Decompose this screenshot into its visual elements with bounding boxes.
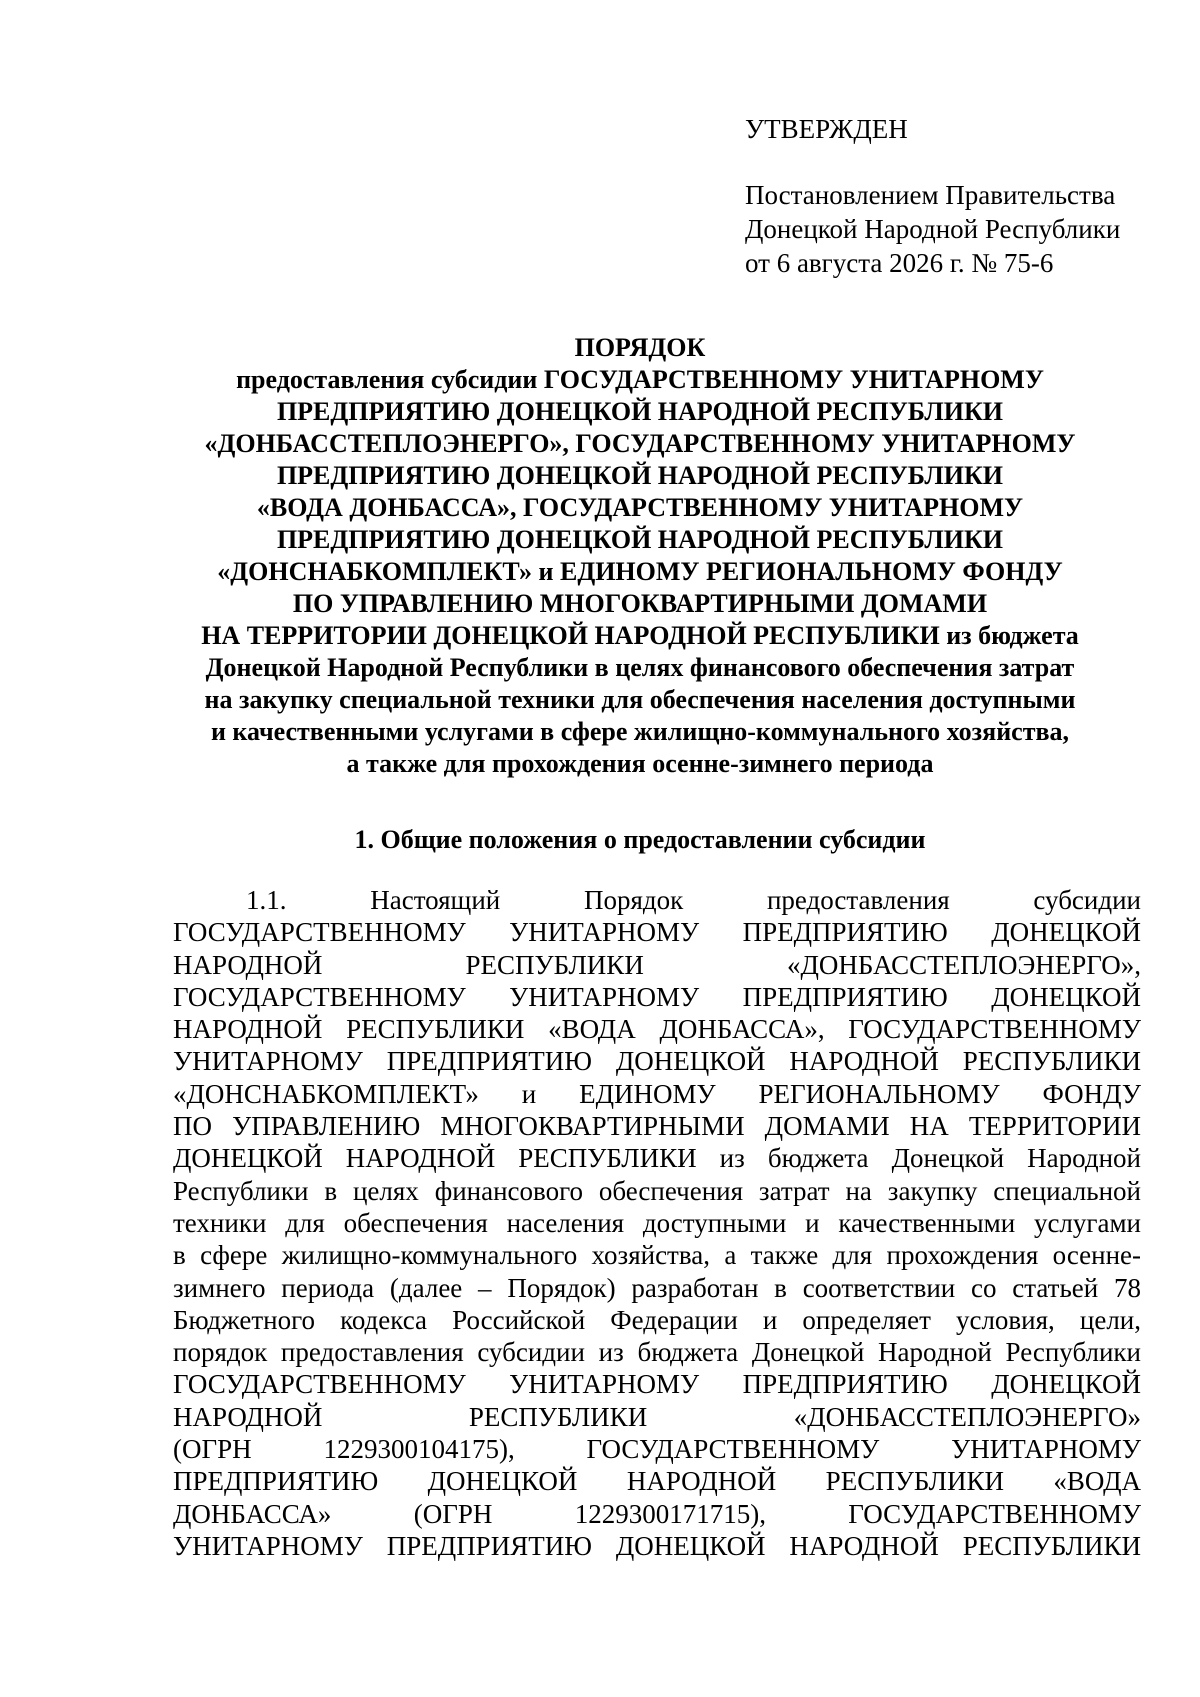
title-line: «ВОДА ДОНБАССА», ГОСУДАРСТВЕННОМУ УНИТАРНОМУ <box>256 493 1024 522</box>
paragraph-line: НАРОДНОЙ РЕСПУБЛИКИ «ВОДА ДОНБАССА», ГОСУДАРСТВЕННОМУ <box>173 1014 1141 1045</box>
title-main: ПОРЯДОК <box>574 333 706 362</box>
paragraph-line: ДОНЕЦКОЙ НАРОДНОЙ РЕСПУБЛИКИ из бюджета Донецкой Народной <box>173 1143 1141 1174</box>
paragraph-line: ПРЕДПРИЯТИЮ ДОНЕЦКОЙ НАРОДНОЙ РЕСПУБЛИКИ «ВОДА <box>173 1466 1141 1497</box>
paragraph-line: в сфере жилищно-коммунального хозяйства, а также для прохождения осенне- <box>173 1240 1141 1271</box>
paragraph-line: НАРОДНОЙ РЕСПУБЛИКИ «ДОНБАССТЕПЛОЭНЕРГО» <box>173 1401 1141 1432</box>
paragraph-line: техники для обеспечения населения доступными и качественными услугами <box>173 1207 1141 1238</box>
section-heading: 1. Общие положения о предоставлении субсидии <box>354 825 926 854</box>
paragraph-line: ГОСУДАРСТВЕННОМУ УНИТАРНОМУ ПРЕДПРИЯТИЮ ДОНЕЦКОЙ <box>173 981 1141 1012</box>
title-line: и качественными услугами в сфере жилищно-коммунального хозяйства, <box>210 717 1070 746</box>
approval-line: Донецкой Народной Республики <box>745 214 1121 244</box>
paragraph-line: порядок предоставления субсидии из бюджета Донецкой Народной Республики <box>173 1337 1141 1368</box>
paragraph-line: НАРОДНОЙ РЕСПУБЛИКИ «ДОНБАССТЕПЛОЭНЕРГО», <box>173 949 1141 980</box>
title-line: на закупку специальной техники для обеспечения населения доступными <box>204 685 1076 714</box>
paragraph-line: УНИТАРНОМУ ПРЕДПРИЯТИЮ ДОНЕЦКОЙ НАРОДНОЙ РЕСПУБЛИКИ <box>173 1530 1141 1561</box>
approval-heading: УТВЕРЖДЕН <box>745 114 908 144</box>
title-line: «ДОНБАССТЕПЛОЭНЕРГО», ГОСУДАРСТВЕННОМУ УНИТАРНОМУ <box>204 429 1076 458</box>
document-title <box>160 332 1120 780</box>
title-line: а также для прохождения осенне-зимнего периода <box>346 749 934 778</box>
paragraph-line: 1.1. Настоящий Порядок предоставления субсидии <box>246 885 1141 915</box>
paragraph-line: Бюджетного кодекса Российской Федерации и определяет условия, цели, <box>173 1304 1141 1335</box>
paragraph-line: ГОСУДАРСТВЕННОМУ УНИТАРНОМУ ПРЕДПРИЯТИЮ ДОНЕЦКОЙ <box>173 1369 1141 1400</box>
paragraph-line: УНИТАРНОМУ ПРЕДПРИЯТИЮ ДОНЕЦКОЙ НАРОДНОЙ РЕСПУБЛИКИ <box>173 1046 1141 1077</box>
title-line: Донецкой Народной Республики в целях финансового обеспечения затрат <box>205 653 1075 682</box>
title-line: НА ТЕРРИТОРИИ ДОНЕЦКОЙ НАРОДНОЙ РЕСПУБЛИКИ из бюджета <box>201 621 1079 650</box>
paragraph-line: ПО УПРАВЛЕНИЮ МНОГОКВАРТИРНЫМИ ДОМАМИ НА ТЕРРИТОРИИ <box>173 1111 1141 1142</box>
title-line: «ДОНСНАБКОМПЛЕКТ» и ЕДИНОМУ РЕГИОНАЛЬНОМУ ФОНДУ <box>217 557 1063 586</box>
paragraph-line: зимнего периода (далее – Порядок) разработан в соответствии со статьей 78 <box>173 1272 1141 1303</box>
title-line: ПРЕДПРИЯТИЮ ДОНЕЦКОЙ НАРОДНОЙ РЕСПУБЛИКИ <box>276 525 1004 554</box>
paragraph-1-1 <box>173 884 1141 1562</box>
title-line: ПРЕДПРИЯТИЮ ДОНЕЦКОЙ НАРОДНОЙ РЕСПУБЛИКИ <box>276 461 1004 490</box>
title-line: ПО УПРАВЛЕНИЮ МНОГОКВАРТИРНЫМИ ДОМАМИ <box>292 589 988 618</box>
paragraph-line: ДОНБАССА» (ОГРН 1229300171715), ГОСУДАРСТВЕННОМУ <box>173 1498 1141 1529</box>
title-line: предоставления субсидии ГОСУДАРСТВЕННОМУ УНИТАРНОМУ <box>236 365 1044 394</box>
approval-block <box>745 112 1165 280</box>
approval-line: от 6 августа 2026 г. № 75-6 <box>745 248 1054 278</box>
approval-line: Постановлением Правительства <box>745 180 1116 210</box>
paragraph-line: (ОГРН 1229300104175), ГОСУДАРСТВЕННОМУ УНИТАРНОМУ <box>173 1434 1141 1465</box>
paragraph-line: «ДОНСНАБКОМПЛЕКТ» и ЕДИНОМУ РЕГИОНАЛЬНОМУ ФОНДУ <box>173 1078 1141 1109</box>
paragraph-line: ГОСУДАРСТВЕННОМУ УНИТАРНОМУ ПРЕДПРИЯТИЮ ДОНЕЦКОЙ <box>173 917 1141 948</box>
title-line: ПРЕДПРИЯТИЮ ДОНЕЦКОЙ НАРОДНОЙ РЕСПУБЛИКИ <box>276 397 1004 426</box>
paragraph-line: Республики в целях финансового обеспечения затрат на закупку специальной <box>173 1175 1141 1206</box>
